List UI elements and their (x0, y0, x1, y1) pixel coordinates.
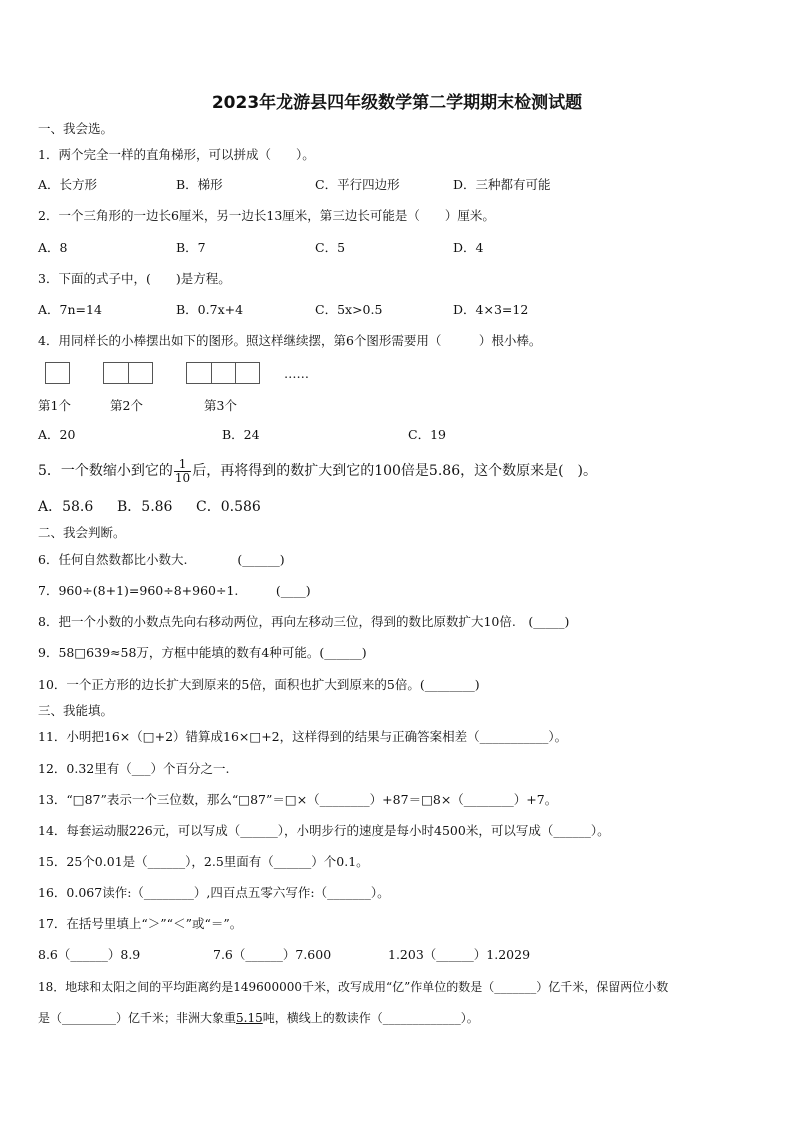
fraction-one-tenth (174, 458, 191, 485)
q17-item-1: 8.6（______）8.9 (38, 947, 141, 962)
q1-option-b: B．梯形 (176, 177, 223, 192)
figure-1-label: 第1个 (38, 398, 71, 413)
q3-option-b: B．0.7x+4 (176, 302, 244, 317)
q3-option-a: A．7n=14 (38, 302, 102, 317)
question-17: 17．在括号里填上“＞”“＜”或“＝”。 (38, 916, 243, 931)
q3-option-c: C．5x>0.5 (315, 302, 383, 317)
q18-line2-text-before: 是（_________）亿千米；非洲大象重 (38, 1011, 237, 1025)
figure-3-squares (186, 362, 260, 384)
question-13: 13．“□87”表示一个三位数，那么“□87”＝□×（________）+87＝□8×（________）+7。 (38, 792, 558, 807)
fraction-numerator: 1 (174, 458, 191, 472)
figure-1-squares (45, 362, 70, 384)
question-7: 7．960÷(8+1)=960÷8+960÷1. (____) (38, 583, 311, 598)
figure-3-label: 第3个 (204, 398, 237, 413)
figure-ellipsis: …… (284, 366, 309, 381)
question-4: 4．用同样长的小棒摆出如下的图形。照这样继续摆，第6个图形需要用（ ）根小棒。 (38, 333, 542, 348)
q2-option-c: C．5 (315, 240, 346, 255)
q17-item-3: 1.203（______）1.2029 (388, 947, 531, 962)
question-12: 12．0.32里有（___）个百分之一. (38, 761, 230, 776)
question-11: 11．小明把16×（□+2）错算成16×□+2，这样得到的结果与正确答案相差（___________）。 (38, 729, 568, 744)
q3-option-d: D．4×3=12 (453, 302, 529, 317)
q1-option-c: C．平行四边形 (315, 177, 400, 192)
question-18-line-1: 18．地球和太阳之间的平均距离约是149600000千米，改写成用“亿”作单位的数是（_______）亿千米，保留两位小数 (38, 980, 669, 994)
q5-option-a: A．58.6 (38, 499, 94, 515)
q17-item-2: 7.6（______）7.600 (213, 947, 332, 962)
question-9: 9．58□639≈58万，方框中能填的数有4种可能。(______) (38, 645, 367, 660)
question-2: 2．一个三角形的一边长6厘米，另一边长13厘米，第三边长可能是（ ）厘米。 (38, 208, 495, 223)
question-15: 15．25个0.01是（______），2.5里面有（______）个0.1。 (38, 854, 369, 869)
figure-2-squares (103, 362, 153, 384)
question-16: 16．0.067读作:（________）,四百点五零六写作:（_______）。 (38, 885, 390, 900)
question-8: 8．把一个小数的小数点先向右移动两位，再向左移动三位，得到的数比原数扩大10倍. (_____) (38, 614, 570, 629)
q5-text-after: 后，再将得到的数扩大到它的100倍是5.86，这个数原来是( )。 (192, 463, 598, 479)
q18-line2-text-after: 吨，横线上的数读作（_____________）。 (262, 1011, 479, 1025)
question-14: 14．每套运动服226元，可以写成（______），小明步行的速度是每小时4500米，可以写成（______）。 (38, 823, 610, 838)
question-18-line-2 (38, 1010, 479, 1026)
q2-option-b: B．7 (176, 240, 206, 255)
page-title: 2023年龙游县四年级数学第二学期期末检测试题 (211, 93, 583, 113)
underlined-number: 5.15 (236, 1011, 263, 1025)
question-1: 1．两个完全一样的直角梯形，可以拼成（ ）。 (38, 147, 315, 162)
section-heading-choice: 一、我会选。 (38, 121, 114, 136)
q1-option-a: A．长方形 (38, 177, 98, 192)
q5-option-c: C．0.586 (196, 499, 261, 515)
question-3: 3．下面的式子中，( )是方程。 (38, 271, 231, 286)
q2-option-d: D．4 (453, 240, 484, 255)
q4-option-a: A．20 (38, 427, 76, 442)
question-10: 10．一个正方形的边长扩大到原来的5倍，面积也扩大到原来的5倍。(________) (38, 677, 480, 692)
q5-text-before: 5．一个数缩小到它的 (38, 463, 173, 479)
q2-option-a: A．8 (38, 240, 68, 255)
section-heading-judge: 二、我会判断。 (38, 525, 126, 540)
question-6: 6．任何自然数都比小数大. (______) (38, 552, 285, 567)
question-5 (38, 456, 597, 486)
q5-option-b: B．5.86 (117, 499, 173, 515)
q4-option-c: C．19 (408, 427, 446, 442)
fraction-denominator: 10 (174, 470, 191, 485)
q4-option-b: B．24 (222, 427, 260, 442)
figure-2-label: 第2个 (110, 398, 143, 413)
q1-option-d: D．三种都有可能 (453, 177, 551, 192)
section-heading-fill: 三、我能填。 (38, 703, 114, 718)
